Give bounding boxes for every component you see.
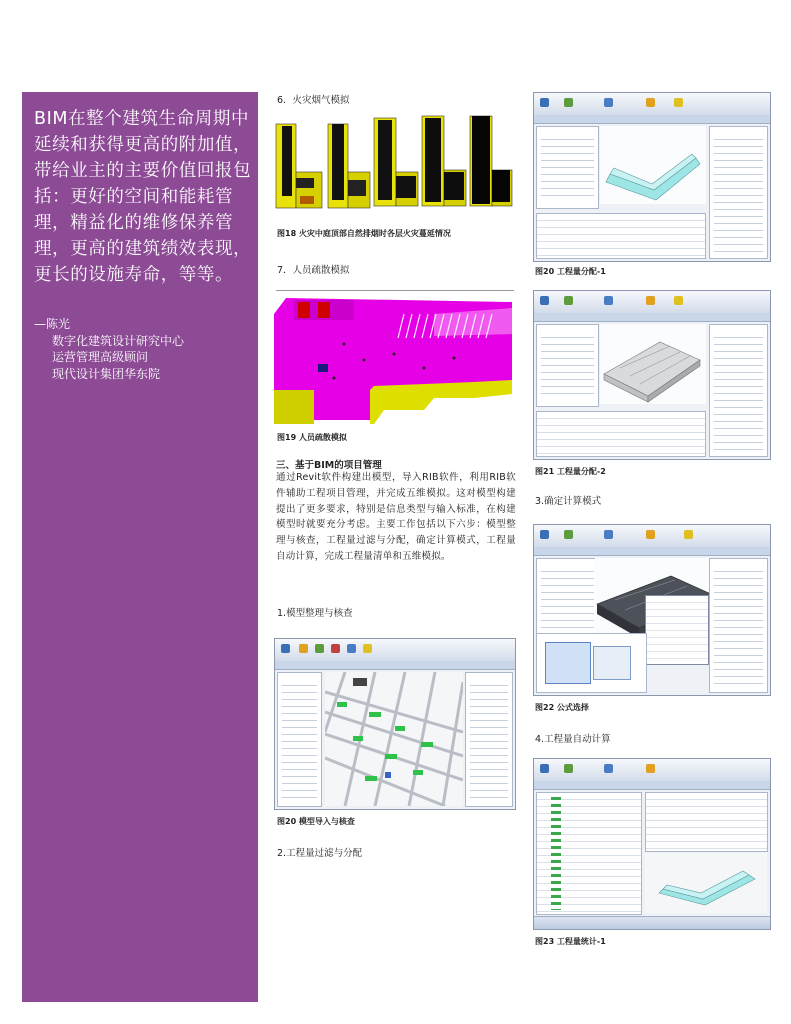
formula-dropdown-list[interactable] <box>645 595 709 665</box>
model-3d-viewport <box>645 853 767 913</box>
toolbar-icon <box>604 296 613 305</box>
toolbar-icon <box>646 530 655 539</box>
section-divider <box>276 290 514 291</box>
toolbar-icon <box>331 644 340 653</box>
model-3d-viewport <box>600 126 706 204</box>
toolbar-icon <box>674 296 683 305</box>
properties-panel <box>709 126 768 259</box>
toolbar-icon <box>646 296 655 305</box>
section-6-title: 6．火灾烟气模拟 <box>277 95 350 106</box>
toolbar-icon <box>564 296 573 305</box>
ribbon-tabs <box>275 661 515 670</box>
author-affiliation-3: 现代设计集团华东院 <box>52 366 161 381</box>
toolbar-icon <box>363 644 372 653</box>
properties-panel <box>465 672 513 807</box>
properties-panel <box>709 558 768 693</box>
figure-20b-caption: 图20 工程量分配-1 <box>535 267 606 276</box>
app-ribbon <box>534 525 770 548</box>
figure-19-caption: 图19 人员疏散模拟 <box>277 433 347 442</box>
app-menu-icon <box>540 296 549 305</box>
fire-smoke-simulation-figure <box>274 110 514 222</box>
figure-23-screenshot <box>533 758 771 930</box>
app-menu-icon <box>281 644 290 653</box>
app-menu-icon <box>540 764 549 773</box>
quantity-list-left <box>536 792 642 915</box>
figure-18-caption: 图18 火灾中庭顶部自然排烟时各层火灾蔓延情况 <box>277 229 451 238</box>
app-menu-icon <box>540 530 549 539</box>
model-tree-panel <box>277 672 322 807</box>
properties-panel <box>709 324 768 457</box>
figure-22-screenshot <box>533 524 771 696</box>
ribbon-tabs <box>534 313 770 322</box>
model-3d-viewport <box>325 672 463 806</box>
quote-author-block <box>34 316 184 382</box>
figure-21-screenshot <box>533 290 771 460</box>
toolbar-icon <box>604 98 613 107</box>
toolbar-icon <box>604 530 613 539</box>
toolbar-icon <box>564 98 573 107</box>
toolbar-icon <box>646 98 655 107</box>
model-tree-panel <box>536 126 599 209</box>
toolbar-icon <box>299 644 308 653</box>
step-2-title: 2.工程量过滤与分配 <box>277 848 363 859</box>
toolbar-icon <box>674 98 683 107</box>
ribbon-tabs <box>534 115 770 124</box>
toolbar-icon <box>315 644 324 653</box>
step-3-title: 3.确定计算模式 <box>535 496 602 507</box>
figure-22-caption: 图22 公式选择 <box>535 703 589 712</box>
quantity-table <box>536 411 706 457</box>
app-ribbon <box>534 291 770 314</box>
toolbar-icon <box>684 530 693 539</box>
app-menu-icon <box>540 98 549 107</box>
pull-quote: BIM在整个建筑生命周期中延续和获得更高的附加值，带给业主的主要价值回报包括：更好的空间和能耗管理，精益化的维修保养管理，更高的建筑绩效表现，更长的设施寿命，等等。 <box>34 109 252 285</box>
toolbar-icon <box>347 644 356 653</box>
figure-20-caption: 图20 模型导入与核查 <box>277 817 355 826</box>
step-4-title: 4.工程量自动计算 <box>535 734 611 745</box>
app-ribbon <box>275 639 515 662</box>
toolbar-icon <box>646 764 655 773</box>
figure-20b-screenshot <box>533 92 771 262</box>
section-7-title: 7．人员疏散模拟 <box>277 265 350 276</box>
ribbon-tabs <box>534 547 770 556</box>
toolbar-icon <box>564 764 573 773</box>
step-1-title: 1.模型整理与核查 <box>277 608 353 619</box>
quantity-list-right <box>645 792 768 852</box>
ribbon-tabs <box>534 781 770 790</box>
quote-author: —陈光 <box>34 317 71 331</box>
model-3d-viewport <box>600 324 706 404</box>
figure-23-caption: 图23 工程量统计-1 <box>535 937 606 946</box>
app-ribbon <box>534 759 770 782</box>
author-affiliation-1: 数字化建筑设计研究中心 <box>52 333 185 348</box>
figure-21-caption: 图21 工程量分配-2 <box>535 467 606 476</box>
app-ribbon <box>534 93 770 116</box>
status-bar <box>534 916 770 929</box>
section-3-body: 通过Revit软件构建出模型，导入RIB软件，利用RIB软件辅助工程项目管理，并完成五维模拟。这对模型构建提出了更多要求，特别是信息类型与输入标准，在构建模型时就要充分考虑。主要工作包括以下六步：模型整理与核查，工程量过滤与分配，确定计算模式，工程量自动计算，完成工程量清单和五维模拟。 <box>276 472 516 562</box>
toolbar-icon <box>604 764 613 773</box>
formula-preview-panel <box>536 633 647 693</box>
author-affiliation-2: 运营管理高级顾问 <box>52 350 149 364</box>
evacuation-simulation-figure <box>274 294 514 424</box>
model-tree-panel <box>536 558 599 635</box>
sidebar-quote-panel <box>22 92 258 1002</box>
toolbar-icon <box>564 530 573 539</box>
section-3-heading: 三、基于BIM的项目管理 <box>276 460 382 471</box>
figure-20-screenshot <box>274 638 516 810</box>
model-tree-panel <box>536 324 599 407</box>
quantity-table <box>536 213 706 259</box>
